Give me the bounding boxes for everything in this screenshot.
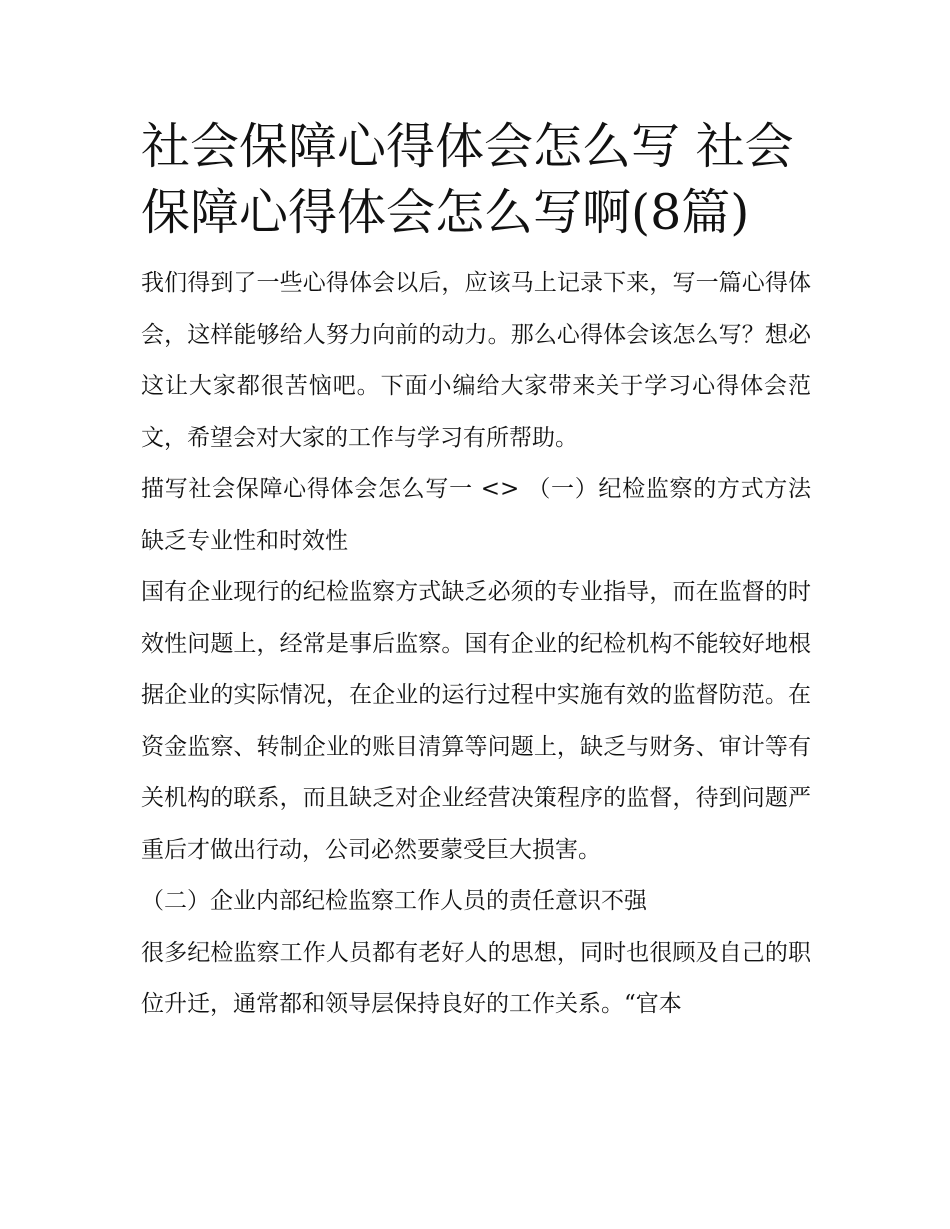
body-paragraph: 很多纪检监察工作人员都有老好人的思想，同时也很顾及自己的职位升迁，通常都和领导层保持良好的工作关系。“官本 [141,939,811,1017]
section-heading-two: （二）企业内部纪检监察工作人员的责任意识不强 [141,888,647,914]
section-heading-one: 描写社会保障心得体会怎么写一 <> （一）纪检监察的方式方法缺乏专业性和时效性 [141,476,811,554]
body-paragraph: 国有企业现行的纪检监察方式缺乏必须的专业指导，而在监督的时效性问题上，经常是事后监察。国有企业的纪检机构不能较好地根据企业的实际情况，在企业的运行过程中实施有效的监督防范。在资金监察、转制企业的账目清算等问题上，缺乏与财务、审计等有关机构的联系，而且缺乏对企业经营决策程序的监督，待到问题严重后才做出行动，公司必然要蒙受巨大损害。 [141,579,811,863]
document-title: 社会保障心得体会怎么写 社会保障心得体会怎么写啊(8篇) [141,118,794,241]
intro-paragraph: 我们得到了一些心得体会以后，应该马上记录下来，写一篇心得体会，这样能够给人努力向前的动力。那么心得体会该怎么写？想必这让大家都很苦恼吧。下面小编给大家带来关于学习心得体会范文，希望会对大家的工作与学习有所帮助。 [141,270,811,451]
document-body [141,114,811,1031]
